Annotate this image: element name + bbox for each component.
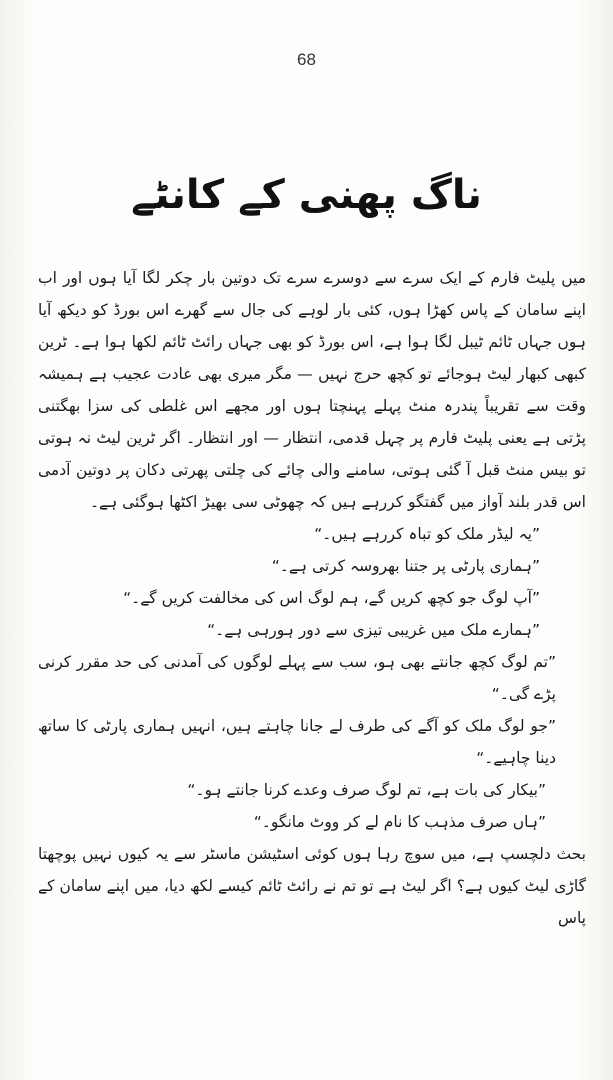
dialogue-line: ”جو لوگ ملک کو آگے کی طرف لے جانا چاہتے ہیں، انہیں ہماری پارٹی کا ساتھ دینا چاہیے۔“	[38, 717, 556, 767]
paragraph-opening: میں پلیٹ فارم کے ایک سرے سے دوسرے سرے تک دوتین بار چکر لگا آیا ہوں اور اب اپنے سامان کے پاس کھڑا ہوں، کئی بار لوہے کی جال سے گھرے اس بورڈ کو دیکھ آیا ہوں جہاں ٹائم ٹیبل لگا ہوا ہے، اس بورڈ کو بھی جہاں رائٹ ٹائم لکھا ہوا ہے۔ ٹرین کبھی کبھار لیٹ ہوجائے تو کچھ حرج نہیں — مگر میری بھی عادت عجیب ہے ہمیشہ وقت سے تقریباً پندرہ منٹ پہلے پہنچتا ہوں اور مجھے اس غلطی کی سزا بھگتنی پڑتی ہے یعنی پلیٹ فارم پر چہل قدمی، انتظار — اور انتظار۔ اگر ٹرین لیٹ نہ ہوتی تو بیس منٹ قبل آ گئی ہوتی، سامنے والی چائے کی چلتی پھرتی دکان پر دوتین آدمی اس قدر بلند آواز میں گفتگو کررہے ہیں کہ چھوٹی سی بھیڑ اکٹھا ہوگئی ہے۔	[38, 269, 586, 511]
body-text	[38, 262, 586, 934]
page-number: 68	[297, 50, 316, 69]
dialogue-line: ”ہمارے ملک میں غریبی تیزی سے دور ہورہی ہے۔“	[207, 621, 540, 639]
dialogue-line: ”ہاں صرف مذہب کا نام لے کر ووٹ مانگو۔“	[253, 813, 546, 831]
dialogue-line: ”ہماری پارٹی پر جتنا بھروسہ کرتی ہے۔“	[271, 557, 540, 575]
dialogue-line: ”بیکار کی بات ہے، تم لوگ صرف وعدے کرنا جانتے ہو۔“	[187, 781, 546, 799]
paragraph-closing: بحث دلچسپ ہے، میں سوچ رہا ہوں کوئی اسٹیشن ماسٹر سے یہ کیوں نہیں پوچھتا گاڑی لیٹ کیوں ہے؟ اگر لیٹ ہے تو تم نے رائٹ ٹائم کیسے لکھ دیا، میں اپنے سامان کے پاس	[38, 845, 586, 927]
chapter-title: ناگ پھنی کے کانٹے	[131, 172, 482, 218]
dialogue-line: ”آپ لوگ جو کچھ کریں گے، ہم لوگ اس کی مخالفت کریں گے۔“	[123, 589, 540, 607]
dialogue-line: ”تم لوگ کچھ جانتے بھی ہو، سب سے پہلے لوگوں کی آمدنی کی حد مقرر کرنی پڑے گی۔“	[38, 653, 556, 703]
dialogue-line: ”یہ لیڈر ملک کو تباہ کررہے ہیں۔“	[314, 525, 540, 543]
